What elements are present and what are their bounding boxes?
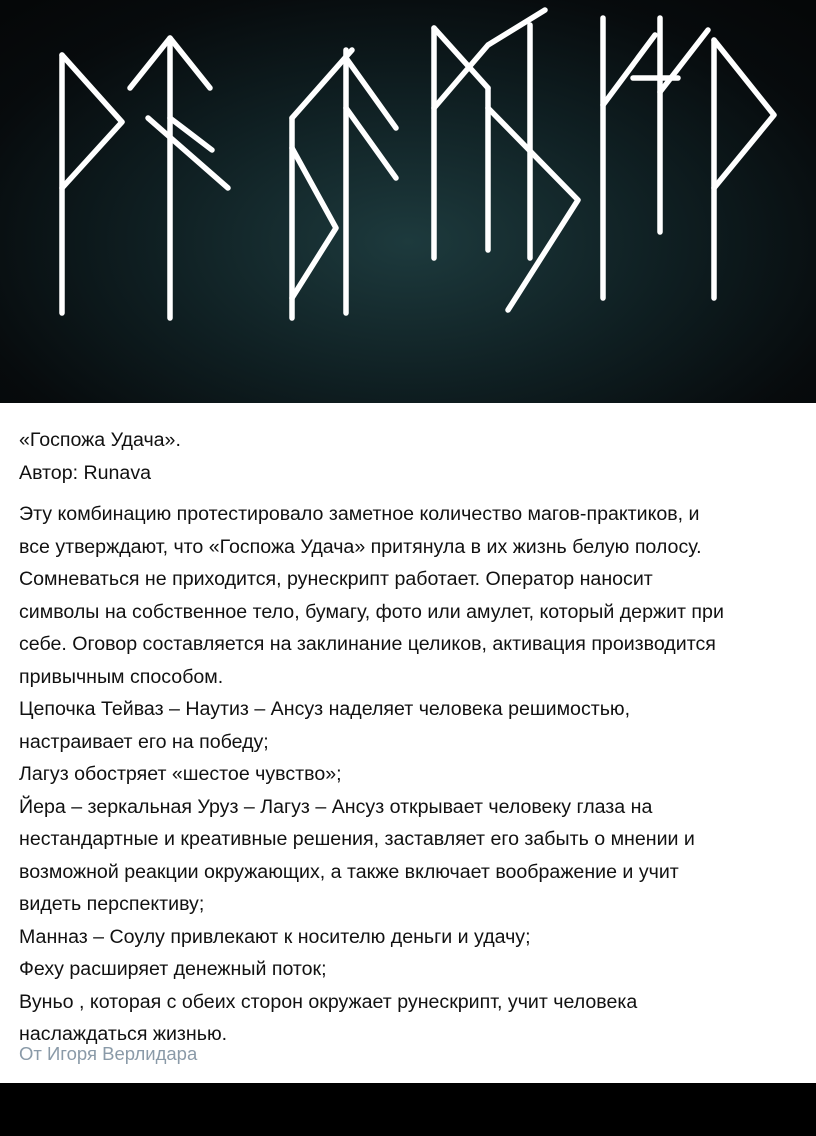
bottom-black-bar	[0, 1083, 816, 1136]
rune-wunjo-right	[714, 40, 774, 298]
rune-wunjo-left	[62, 55, 122, 313]
post-text-line: символы на собственное тело, бумагу, фото или амулет, который держит при	[19, 600, 724, 623]
post-text-line: Цепочка Тейваз – Наутиз – Ансуз наделяет человека решимостью,	[19, 698, 631, 720]
post-text-line: Эту комбинацию протестировало заметное количество магов-практиков, и	[19, 503, 700, 525]
post-text-line: Феху расширяет денежный поток;	[19, 958, 327, 980]
rune-mannaz-sowilo	[603, 18, 678, 298]
rune-banner-image	[0, 0, 816, 403]
post-text-line: нестандартные и креативные решения, заставляет его забыть о мнении и	[19, 828, 695, 850]
rune-script-graphic	[0, 0, 816, 403]
post-text-line: возможной реакции окружающих, а также включает воображение и учит	[19, 860, 679, 883]
rune-tiwaz-chain	[130, 38, 228, 318]
post-text-line: привычным способом.	[19, 665, 224, 688]
rune-jera-uruz	[434, 10, 578, 310]
post-text-line: Йера – зеркальная Уруз – Лагуз – Ансуз открывает человеку глаза на	[19, 795, 653, 818]
post-text-line: Вуньо , которая с обеих сторон окружает рунескрипт, учит человека	[19, 990, 638, 1013]
post-text-line: настраивает его на победу;	[19, 730, 269, 753]
rune-fehu	[660, 18, 708, 232]
post-text-line: Сомневаться не приходится, рунескрипт работает. Оператор наносит	[19, 568, 653, 590]
post-text	[19, 424, 809, 1051]
post-title: «Госпожа Удача».	[19, 429, 181, 451]
post-text-line: видеть перспективу;	[19, 893, 205, 915]
post-text-line: наслаждаться жизнью.	[19, 1023, 228, 1045]
rune-laguz-ansuz	[292, 50, 396, 318]
post-author: Автор: Runava	[19, 461, 152, 484]
post-text-line: Манназ – Соулу привлекают к носителю деньги и удачу;	[19, 925, 531, 948]
post-text-line: Лагуз обостряет «шестое чувство»;	[19, 763, 342, 785]
post-text-line: себе. Оговор составляется на заклинание целиков, активация производится	[19, 633, 716, 655]
post-text-line: все утверждают, что «Госпожа Удача» притянула в их жизнь белую полосу.	[19, 535, 702, 558]
post-source-link[interactable]: От Игоря Верлидара	[19, 1043, 198, 1064]
